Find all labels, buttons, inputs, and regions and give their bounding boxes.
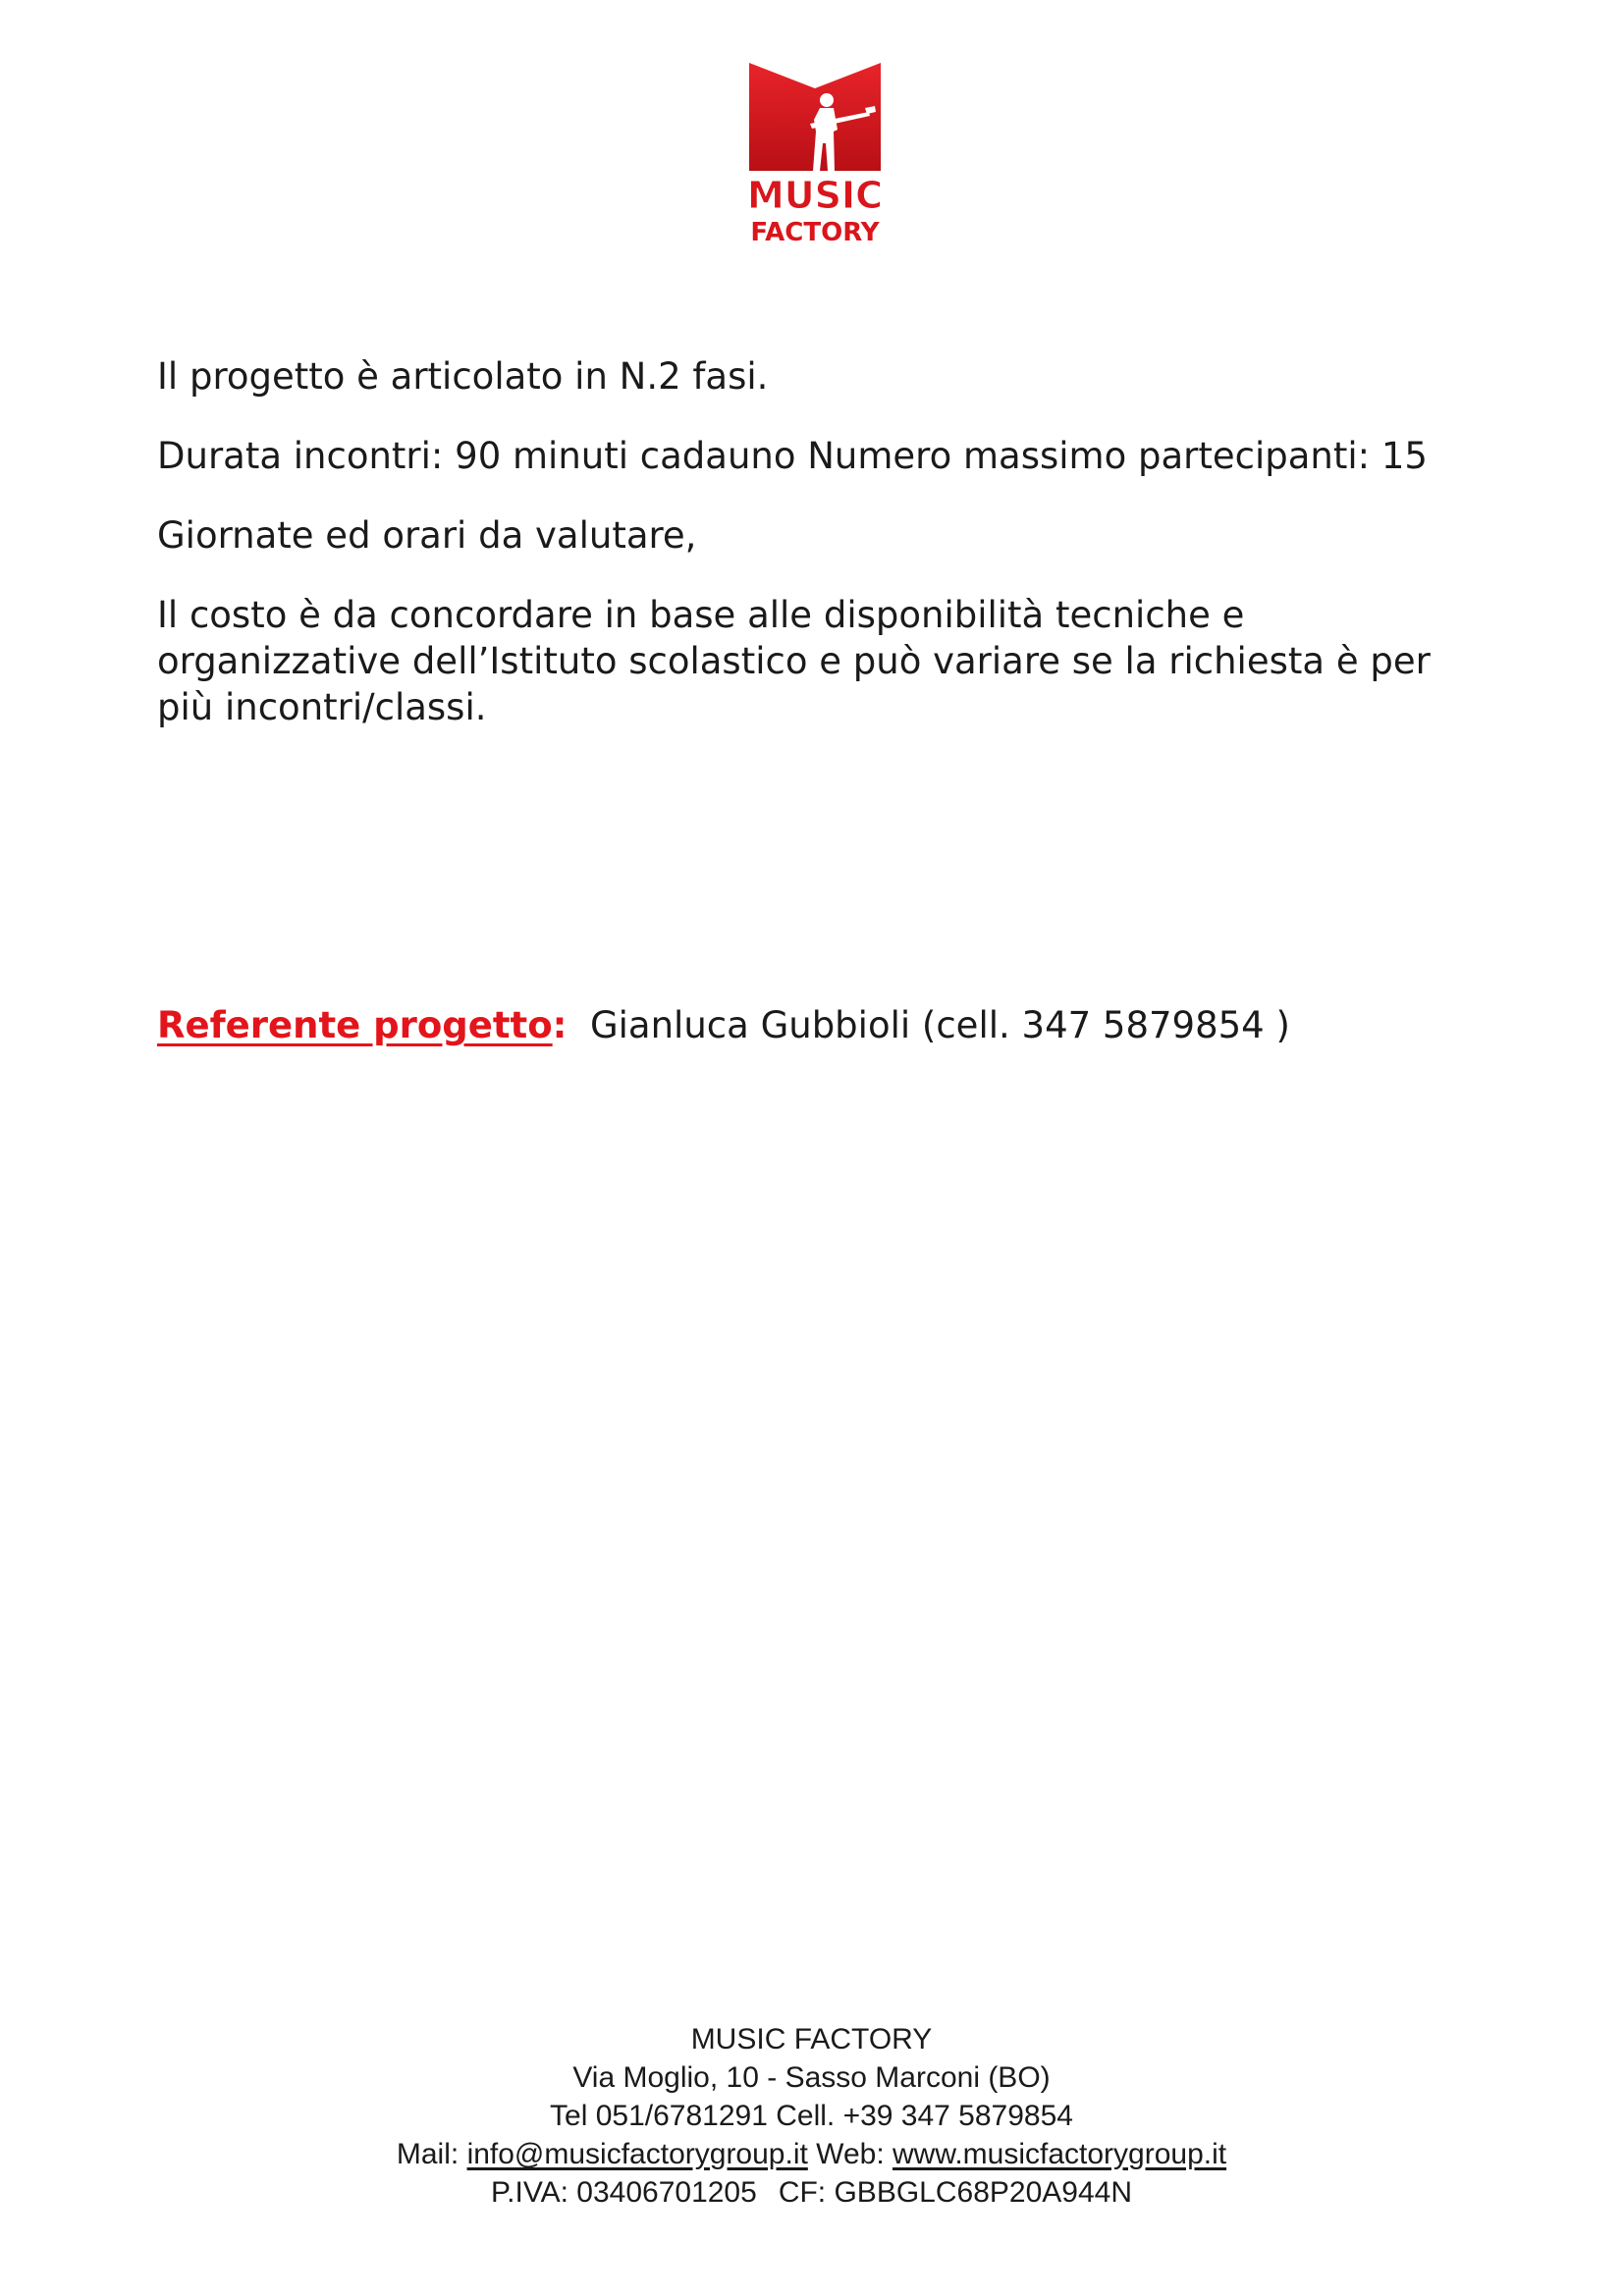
footer-phones: Tel 051/6781291 Cell. +39 347 5879854 bbox=[550, 2100, 1073, 2132]
footer bbox=[0, 2020, 1623, 2212]
footer-address: Via Moglio, 10 - Sasso Marconi (BO) bbox=[572, 2061, 1051, 2094]
contact-value: Gianluca Gubbioli (cell. 347 5879854 ) bbox=[589, 1004, 1290, 1046]
paragraph-giornate: Giornate ed orari da valutare, bbox=[157, 514, 697, 557]
logo-graphic bbox=[741, 61, 889, 247]
footer-contacts bbox=[0, 2135, 1623, 2173]
footer-company: MUSIC FACTORY bbox=[690, 2023, 933, 2056]
mail-label: Mail: bbox=[396, 2138, 460, 2170]
project-contact bbox=[157, 1002, 1290, 1048]
document-body bbox=[157, 353, 1473, 764]
web-label: Web: bbox=[816, 2138, 885, 2170]
paragraph-costo: Il costo è da concordare in base alle disponibilità tecniche e organizzative dell’Istituto scolastico e può variare se la richiesta è per più incontri/classi. bbox=[157, 594, 1431, 728]
logo-text-factory: FACTORY bbox=[750, 218, 880, 247]
logo-text-music: MUSIC bbox=[746, 174, 884, 217]
footer-tax-ids bbox=[0, 2173, 1623, 2212]
footer-piva: P.IVA: 03406701205 bbox=[491, 2176, 757, 2209]
music-factory-logo bbox=[741, 61, 889, 247]
contact-colon: : bbox=[552, 1004, 568, 1046]
web-link[interactable]: www.musicfactorygroup.it bbox=[893, 2138, 1227, 2170]
paragraph-fasi: Il progetto è articolato in N.2 fasi. bbox=[157, 355, 769, 398]
paragraph-durata: Durata incontri: 90 minuti cadauno Numero massimo partecipanti: 15 bbox=[157, 435, 1428, 477]
footer-cf: CF: GBBGLC68P20A944N bbox=[778, 2176, 1132, 2209]
mail-link[interactable]: info@musicfactorygroup.it bbox=[466, 2138, 808, 2170]
contact-label: Referente progetto bbox=[157, 1004, 553, 1046]
